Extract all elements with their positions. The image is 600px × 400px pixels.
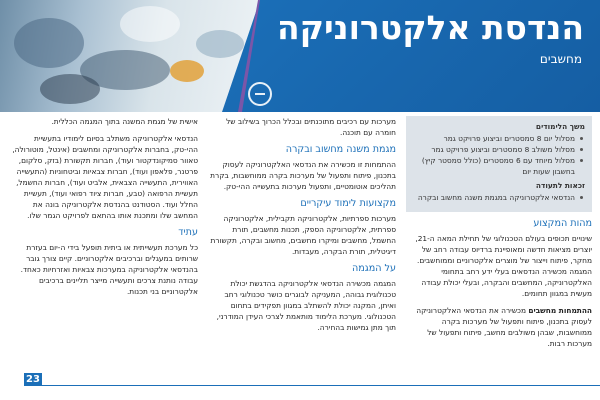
- about-text: המגמה מכשירה הנדסאי אלקטרוניקה בהדגשת יכולת טכנולוגית גבוהה, המעניקה לבוגרים כושר טכנולוגי רחב ואיתן, המקנה יכולת להשתלב במגוון תפקידים בתחום הטכנולוגי. מערכת הלימוד מותאמת לצרכי העידן המודרני, תוך מתן גמישות בהחירה.: [216, 279, 396, 332]
- circuit-icon: [248, 82, 272, 106]
- left-intro-text: אישית של מגמת המשנה בתוך המגמה הכללית.: [51, 117, 198, 126]
- footer-line: [24, 372, 600, 386]
- info-box: [406, 116, 592, 212]
- control-text: ההתמחות זו מכשירה את הנדסאי האלקטרוניקה לעסוק בתכנון, פיתוח ותפעול של מערכות בקרה ממוחשבות, בקרת תהליכים אוטומטיים, ותפעול מערכות בתעשייה ההי-טק.: [210, 160, 396, 191]
- list-item: מסלול יום 8 סמסטרים וביצוע פרויקט גמר: [413, 133, 575, 144]
- left-column: [8, 116, 198, 303]
- header-photo: [0, 0, 260, 112]
- future-heading: עתיד: [178, 227, 198, 238]
- eligibility-heading: זכאות לתעודה: [535, 181, 585, 190]
- control-heading: מגמת משנה מחשוב ובקרה: [285, 144, 396, 155]
- list-item: הנדסאי אלקטרוניקה במגמת משנה מחשוב ובקרה: [413, 192, 575, 203]
- header-banner: [0, 0, 600, 112]
- profession-heading: מהות המקצוע: [533, 218, 592, 229]
- list-item: מסלול משולב 8 סמסטרים וביצוע פרויקט גמר: [413, 144, 575, 155]
- specialization-bold: ההתמחות מחשבים: [528, 306, 592, 315]
- page-subtitle: מחשבים: [539, 52, 582, 66]
- duration-list: [413, 133, 585, 177]
- page-number: 23: [24, 373, 42, 386]
- industry-text: הנדסאי אלקטרוניקה משתלב בסיום לימודיו בתעשיית ההי-טק, בחברות אלקטרוניקה ומחשבים (אינטל, מוטורולה, טאוור סמיקונדקטור ועוד), חברות תקשורת (בזק, סלקום, פרטנר, פלאפון ועוד), חברות צבאיות וביטחוניות (התעשייה האווירית, התעשייה הצבאית, אלביט ועוד), חברות החשמל, תעשיית הרפואה (טבע, חברות ציוד רפואי ועוד), תעשיית החלל ועוד. הסטודנט בהנדסת אלקטרוניקה בונה את המחשב שלו ומתכנת אותו בהתאם לפרויקט הגמר שלו.: [12, 134, 198, 220]
- middle-column: [208, 116, 396, 339]
- duration-heading: משך הלימודים: [535, 122, 585, 131]
- specialization-paragraph: [406, 305, 592, 349]
- future-text: כל מערכת תעשייתית או ביתית תופעל בידי ה-יום בעזרת שרותים במעגלים וברכיבים אלקטרוניים. קיים צורך גובר בהנדסאי אלקטרוניקה במערכות צבאיות ואזרחיות כאחד. עבודה נותנת צרכים ותעשייה מייצר תליינים ברכיבים אלקטרוניים בני תכנות.: [20, 243, 198, 296]
- middle-intro-text: מערכות עם רכיבים מתוכנתים ובכלל הכרוך בשילוב של חומרה עם תוכנה.: [226, 117, 396, 137]
- about-heading: על המגמה: [351, 263, 396, 274]
- eligibility-list: [413, 192, 585, 203]
- right-column: [406, 116, 592, 355]
- specialization-text: מכשירה את הנדסאי האלקטרוניקה לעסוק בתכנון, פיתוח ותפעול של מערכות בקרה ממוחשבות, שבהן משולבים מחשב, פיתוח ותפעול של מערכות רבות.: [416, 306, 592, 348]
- page-title: הנדסת אלקטרוניקה: [276, 8, 584, 47]
- profession-text: שינויים תכופים בעולם הטכנולוגי של תחילת המאה ה-21, יוצרים מציאות חדשה ומאופיינת ברדיוס עבודה רחב של מחקר, פיתוח וייצור של מוצרים אלקטרוניים וממוחשבים. המגמה מכשירה הנדסאים בעלי ידע רחב בתחומי האלקטרוניקה, המחשבים והבקרה, ובעלי יכולת עבודה מעשית במגוון תחומים.: [415, 234, 592, 298]
- list-item: מסלול מיוחד עם 6 סמסטרים (כולל סמסטר קיץ) בחשבון שעות יום: [413, 155, 575, 177]
- main-subjects-text: מערכות ספרתיות, אלקטרוניקה תקבילית, אלקטרוניקה ספרתית, אלקטרוניקה הספק, תכנות מחשבים, תורת החשמל, מחשבים ומיקרו מחשבים, מחשוב ובקרה, תקשורת דיגיטלית, תורת הבקרה, מעבדות.: [210, 214, 396, 256]
- main-subjects-heading: מקצועות לימוד עיקריים: [300, 198, 396, 209]
